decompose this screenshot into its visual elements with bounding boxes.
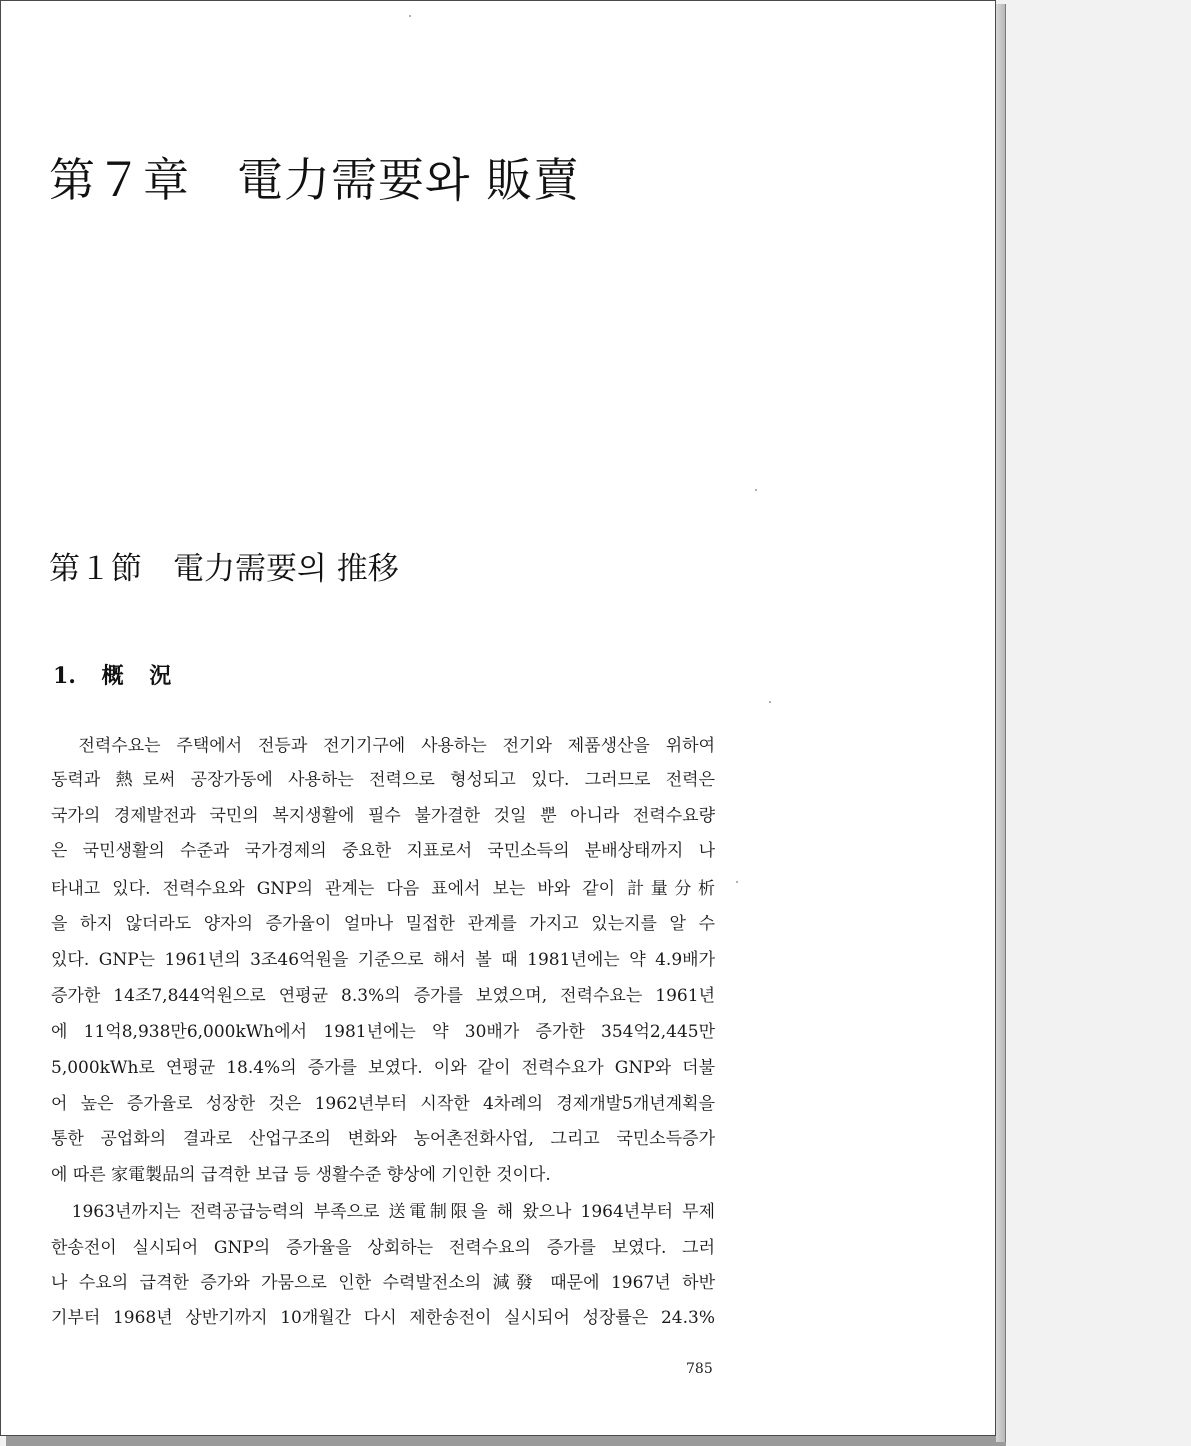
body-line: 에 11억8,938만6,000kWh에서 1981년에는 약 30배가 증가한 354억2,445만 bbox=[51, 1022, 715, 1042]
body-line: 한송전이 실시되어 GNP의 증가율을 상회하는 전력수요의 증가를 보였다. 그러 bbox=[51, 1238, 715, 1258]
body-line: 5,000kWh로 연평균 18.4%의 증가를 보였다. 이와 같이 전력수요가 GNP와 더불 bbox=[51, 1058, 715, 1078]
body-line: 은 국민생활의 수준과 국가경제의 중요한 지표로서 국민소득의 분배상태까지 나 bbox=[51, 841, 715, 861]
chapter-title: 第７章 電力需要와 販賣 bbox=[49, 153, 581, 207]
body-line: 동력과 熱로써 공장가동에 사용하는 전력으로 형성되고 있다. 그러므로 전력은 bbox=[51, 770, 715, 790]
scan-speck bbox=[409, 15, 411, 17]
body-line: 기부터 1968년 상반기까지 10개월간 다시 제한송전이 실시되어 성장률은 24.3% bbox=[51, 1308, 715, 1328]
body-line: 을 하지 않더라도 양자의 증가율이 얼마나 밀접한 관계를 가지고 있는지를 알 수 bbox=[51, 914, 715, 934]
body-line: 증가한 14조7,844억원으로 연평균 8.3%의 증가를 보였으며, 전력수요는 1961년 bbox=[51, 986, 715, 1006]
body-line: 국가의 경제발전과 국민의 복지생활에 필수 불가결한 것일 뿐 아니라 전력수요량 bbox=[51, 806, 715, 826]
scan-speck bbox=[769, 701, 771, 703]
body-line: 어 높은 증가율로 성장한 것은 1962년부터 시작한 4차례의 경제개발5개년계획을 bbox=[51, 1094, 715, 1114]
subsection-title: 1. 概 況 bbox=[53, 663, 172, 689]
scan-speck bbox=[755, 489, 757, 491]
body-line: 전력수요는 주택에서 전등과 전기기구에 사용하는 전기와 제품생산을 위하여 bbox=[51, 736, 715, 756]
section-title: 第１節 電力需要의 推移 bbox=[49, 551, 399, 587]
body-line: 나 수요의 급격한 증가와 가뭄으로 인한 수력발전소의 減發 때문에 1967년 하반 bbox=[51, 1273, 715, 1293]
scan-speck bbox=[736, 881, 738, 883]
body-line: 에 따른 家電製品의 급격한 보급 등 생활수준 향상에 기인한 것이다. bbox=[51, 1165, 551, 1185]
body-line: 통한 공업화의 결과로 산업구조의 변화와 농어촌전화사업, 그리고 국민소득증가 bbox=[51, 1129, 715, 1149]
page-edge bbox=[996, 4, 1006, 1442]
body-line: 있다. GNP는 1961년의 3조46억원을 기준으로 해서 볼 때 1981년에는 약 4.9배가 bbox=[51, 950, 715, 970]
body-line: 타내고 있다. 전력수요와 GNP의 관계는 다음 표에서 보는 바와 같이 計量分析 bbox=[51, 879, 715, 899]
page-number: 785 bbox=[686, 1361, 713, 1377]
body-line: 1963년까지는 전력공급능력의 부족으로 送電制限을 해 왔으나 1964년부터 무제 bbox=[51, 1202, 715, 1222]
